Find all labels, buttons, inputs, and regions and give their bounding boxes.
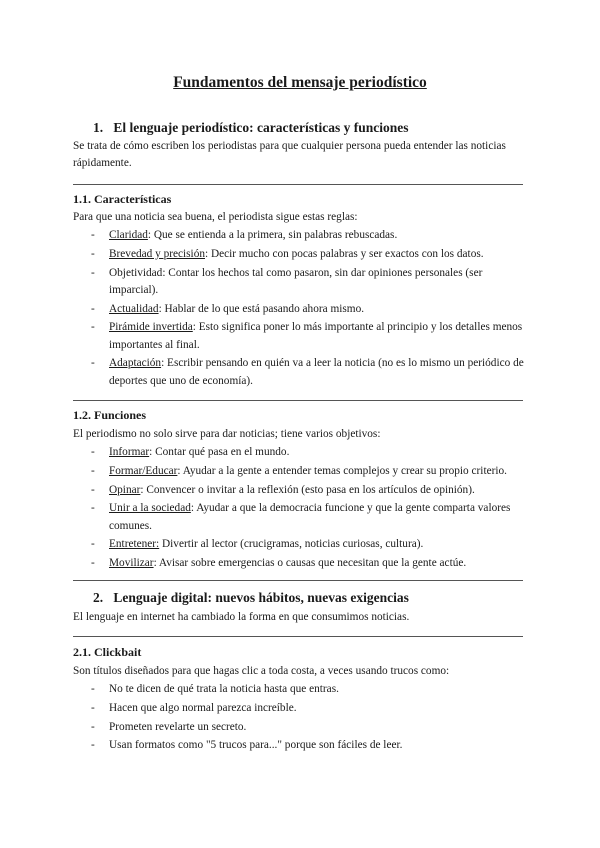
- list-item: [91, 301, 531, 318]
- list-item-term: Adaptación: [109, 357, 162, 370]
- list-item-text: : Contar qué pasa en el mundo.: [149, 446, 290, 458]
- list-item-text: : Que se entienda a la primera, sin palabras rebuscadas.: [147, 229, 398, 241]
- list-item-text: Divertir al lector (crucigramas, noticias curiosas, cultura).: [159, 538, 424, 551]
- list-item: [91, 246, 531, 263]
- list-item-term: Formar/Educar: [109, 464, 178, 477]
- list-item-term: Actualidad: [109, 302, 159, 315]
- list-item-text: : Contar los hechos tal como pasaron, sin dar opiniones personales (ser imparcial).: [109, 266, 483, 296]
- list-item: [91, 482, 531, 499]
- section-2-1-intro: Son títulos diseñados para que hagas clic a toda costa, a veces usando trucos como:: [73, 665, 450, 677]
- section-1-2-heading: 1.2. Funciones: [73, 408, 147, 422]
- section-1-number: 1.: [93, 120, 104, 135]
- section-2-1-heading: 2.1. Clickbait: [73, 645, 142, 659]
- list-item-term: Opinar: [109, 483, 141, 496]
- list-item-term: Brevedad y precisión: [109, 247, 205, 260]
- list-item-term: Unir a la sociedad: [109, 502, 191, 515]
- list-item-text: : Escribir pensando en quién va a leer la noticia (no es lo mismo un periódico de deportes que uno de economía).: [109, 357, 524, 387]
- list-item: - Prometen revelarte un secreto.: [91, 719, 531, 736]
- list-item-term: Pirámide invertida: [109, 321, 193, 334]
- section-2-title: Lenguaje digital: nuevos hábitos, nuevas exigencias: [113, 590, 409, 605]
- list-item: [91, 536, 531, 553]
- list-item-text: : Decir mucho con pocas palabras y ser exactos con los datos.: [205, 247, 484, 260]
- list-item: [91, 444, 531, 461]
- page-title: Fundamentos del mensaje periodístico: [173, 74, 427, 91]
- divider: [73, 184, 523, 185]
- list-item: - Hacen que algo normal parezca increíble.: [91, 700, 531, 717]
- list-item-text: : Avisar sobre emergencias o causas que necesitan que la gente actúe.: [153, 557, 467, 570]
- divider: [73, 400, 523, 401]
- section-2-intro: El lenguaje en internet ha cambiado la forma en que consumimos noticias.: [73, 611, 410, 623]
- section-2-heading: [93, 590, 409, 606]
- list-item: [91, 463, 531, 480]
- list-item: [91, 227, 531, 244]
- section-1-1-heading: 1.1. Características: [73, 192, 172, 206]
- list-item-term: Entretener:: [109, 538, 160, 551]
- list-item-term: Objetividad: [109, 266, 163, 279]
- section-1-heading: [93, 120, 408, 136]
- list-item: [91, 555, 531, 572]
- list-item-term: Claridad: [109, 229, 148, 241]
- list-item: [91, 265, 531, 299]
- list-item: - Usan formatos como "5 trucos para..." porque son fáciles de leer.: [91, 737, 531, 754]
- list-item: [91, 319, 531, 353]
- list-item-text: : Esto significa poner lo más importante al principio y los detalles menos importantes al final.: [109, 321, 523, 351]
- list-item-text: : Convencer o invitar a la reflexión (esto pasa en los artículos de opinión).: [140, 483, 475, 496]
- list-item-text: : Hablar de lo que está pasando ahora mismo.: [158, 302, 365, 315]
- caracteristicas-list: [91, 227, 531, 391]
- section-1-1-intro: Para que una noticia sea buena, el periodista sigue estas reglas:: [73, 211, 358, 223]
- funciones-list: [91, 444, 531, 574]
- divider: [73, 580, 523, 581]
- list-item-term: Informar: [109, 446, 150, 458]
- divider: [73, 636, 523, 637]
- section-1-title: El lenguaje periodístico: características y funciones: [113, 120, 409, 135]
- list-item: - No te dicen de qué trata la noticia hasta que entras.: [91, 681, 531, 698]
- list-item-text: : Ayudar a que la democracia funcione y que la gente comparta valores comunes.: [109, 502, 511, 532]
- list-item-text: : Ayudar a la gente a entender temas complejos y crear su propio criterio.: [177, 464, 507, 477]
- section-1-2-intro: El periodismo no solo sirve para dar noticias; tiene varios objetivos:: [73, 428, 381, 440]
- section-2-number: 2.: [93, 590, 104, 605]
- list-item: [91, 355, 531, 389]
- clickbait-list: [91, 681, 531, 756]
- list-item-term: Movilizar: [109, 557, 154, 570]
- section-1-intro: Se trata de cómo escriben los periodistas para que cualquier persona pueda entender las noticias rápidamente.: [73, 140, 506, 169]
- list-item: [91, 500, 531, 534]
